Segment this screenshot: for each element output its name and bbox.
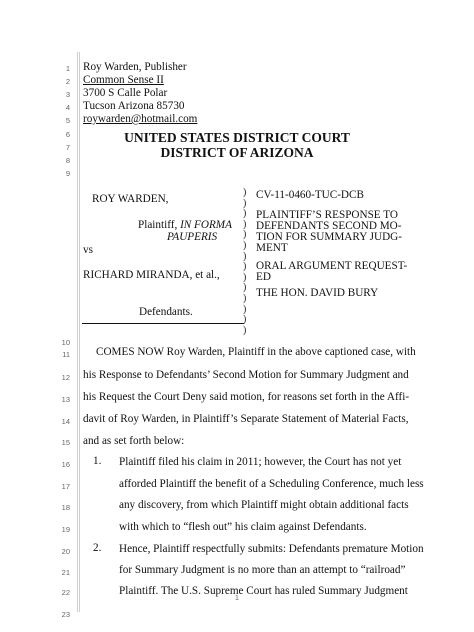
line-number: 18 [61, 503, 70, 512]
list-item-line: with which to “flesh out” his claim against Defendants. [119, 521, 367, 533]
line-number: 23 [61, 610, 70, 619]
line-number: 20 [61, 547, 70, 556]
list-item-number: 2. [93, 542, 102, 554]
header-name: Roy Warden, Publisher [83, 61, 187, 73]
defendant-name: RICHARD MIRANDA, et al., [83, 269, 220, 281]
line-number: 22 [61, 588, 70, 597]
header-city: Tucson Arizona 85730 [83, 100, 185, 112]
line-number: 2 [65, 77, 70, 86]
judge-name: THE HON. DAVID BURY [256, 287, 379, 299]
caption-underline [82, 323, 244, 324]
line-number: 12 [61, 373, 70, 382]
header-publication-link[interactable]: Common Sense II [83, 74, 164, 86]
list-item-line: Plaintiff. The U.S. Supreme Court has ruled Summary Judgment [119, 585, 408, 597]
line-number: 15 [61, 438, 70, 447]
line-number: 10 [61, 338, 70, 347]
line-number: 11 [62, 350, 70, 359]
plaintiff-role-text: Plaintiff, [138, 219, 181, 231]
line-number: 3 [65, 90, 70, 99]
court-district: DISTRICT OF ARIZONA [160, 145, 314, 160]
defendant-role: Defendants. [139, 306, 193, 318]
line-number: 19 [61, 525, 70, 534]
list-item-line: for Summary Judgment is no more than an attempt to “railroad” [119, 564, 406, 576]
line-number: 8 [65, 156, 70, 165]
page-number: 1 [235, 595, 239, 602]
header-email-link[interactable]: roywarden@hotmail.com [83, 113, 198, 125]
line-number: 1 [65, 64, 70, 73]
plaintiff-name: ROY WARDEN, [92, 193, 169, 205]
line-number: 6 [65, 130, 70, 139]
filing-title-4: MENT [256, 242, 288, 254]
list-item-line: Hence, Plaintiff respectfully submits: Defendants premature Motion [119, 543, 424, 555]
list-item-number: 1. [93, 455, 102, 467]
body-line: his Request the Court Deny said motion, for reasons set forth in the Affi- [83, 391, 410, 403]
header-street: 3700 S Calle Polar [83, 87, 168, 99]
line-number: 13 [61, 395, 70, 404]
list-item-line: afforded Plaintiff the benefit of a Scheduling Conference, much less [119, 478, 424, 490]
list-item-line: any discovery, from which Plaintiff might obtain additional facts [119, 499, 409, 511]
body-line: and as set forth below: [83, 435, 185, 447]
line-number: 21 [61, 568, 70, 577]
line-number: 16 [61, 460, 70, 469]
line-number: 5 [65, 116, 70, 125]
line-number: 7 [65, 143, 70, 152]
oral-argument-1: ORAL ARGUMENT REQUEST- [256, 260, 408, 272]
line-number: 17 [61, 482, 70, 491]
line-number: 9 [65, 169, 70, 178]
body-line: davit of Roy Warden, in Plaintiff’s Separate Statement of Material Facts, [83, 413, 409, 425]
filing-title-2: DEFENDANTS SECOND MO- [256, 220, 402, 232]
line-number: 14 [61, 417, 70, 426]
line-number: 4 [65, 103, 70, 112]
body-line: his Response to Defendants’ Second Motion for Summary Judgment and [83, 369, 409, 381]
plaintiff-role-italic-2: PAUPERIS [167, 231, 218, 243]
list-item-line: Plaintiff filed his claim in 2011; however, the Court has not yet [119, 456, 402, 468]
body-line: COMES NOW Roy Warden, Plaintiff in the above captioned case, with [96, 346, 416, 358]
caption-brace: ) ) ) ) ) ) ) ) ) ) ) ) ) ) [243, 187, 247, 336]
case-number: CV-11-0460-TUC-DCB [256, 189, 364, 201]
filing-title-1: PLAINTIFF’S RESPONSE TO [256, 209, 398, 221]
oral-argument-2: ED [256, 271, 271, 283]
court-title: UNITED STATES DISTRICT COURT [124, 130, 350, 145]
versus: vs [83, 244, 93, 256]
plaintiff-role-italic: IN FORMA [180, 219, 232, 231]
filing-title-3: TION FOR SUMMARY JUDG- [256, 231, 402, 243]
